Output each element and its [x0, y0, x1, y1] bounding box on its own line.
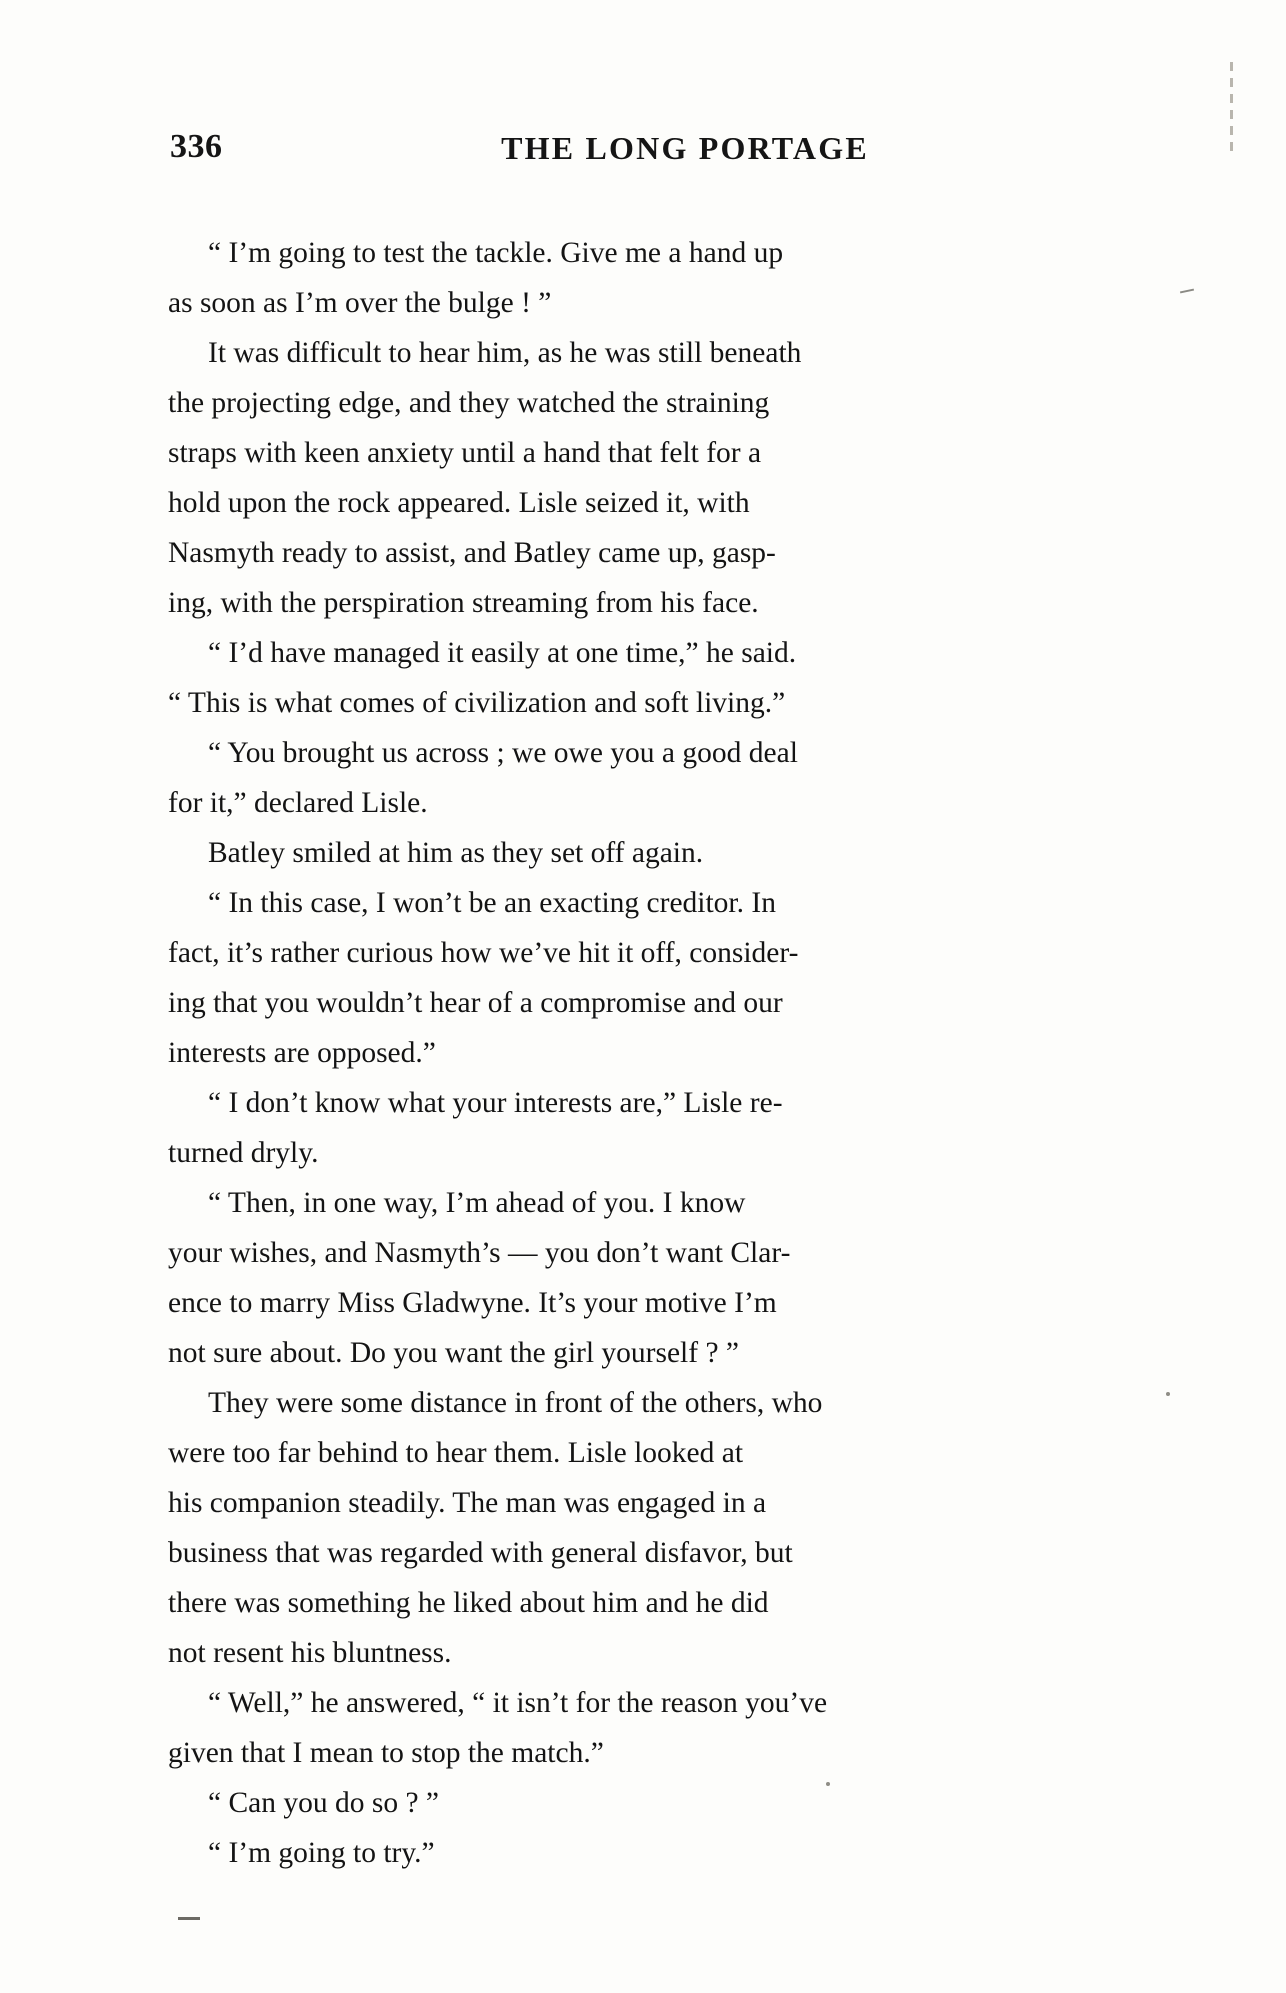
page-speck [826, 1782, 830, 1786]
paragraph [168, 728, 1116, 828]
text-line: “ I’d have managed it easily at one time,” he said. [208, 637, 797, 669]
paragraph [168, 828, 1116, 878]
paragraph [168, 1178, 1116, 1378]
text-line: turned dryly. [168, 1137, 319, 1169]
text-line: Batley smiled at him as they set off again. [208, 837, 704, 869]
text-line: straps with keen anxiety until a hand that felt for a [168, 437, 762, 469]
paragraph [168, 628, 1116, 728]
margin-marks [1230, 62, 1240, 182]
paragraph [168, 878, 1116, 1078]
text-line: were too far behind to hear them. Lisle looked at [168, 1437, 744, 1469]
text-line: ing that you wouldn’t hear of a compromise and our [168, 987, 783, 1019]
paragraph [168, 228, 1116, 328]
page-body [168, 228, 1116, 1878]
text-line: hold upon the rock appeared. Lisle seized it, with [168, 487, 750, 519]
text-line: business that was regarded with general disfavor, but [168, 1537, 793, 1569]
running-title: THE LONG PORTAGE [501, 130, 869, 166]
text-line: for it,” declared Lisle. [168, 787, 428, 819]
page-header [170, 128, 1170, 172]
text-line: Nasmyth ready to assist, and Batley came up, gasp- [168, 537, 776, 569]
text-line: “ This is what comes of civilization and soft living.” [168, 687, 786, 719]
text-line: ence to marry Miss Gladwyne. It’s your motive I’m [168, 1287, 777, 1319]
text-line: “ In this case, I won’t be an exacting creditor. In [208, 887, 776, 919]
paragraph [168, 1678, 1116, 1778]
text-line: It was difficult to hear him, as he was still beneath [208, 337, 802, 369]
paragraph [168, 1828, 1116, 1878]
paragraph [168, 328, 1116, 628]
text-line: “ Can you do so ? ” [208, 1787, 440, 1819]
paragraph [168, 1778, 1116, 1828]
text-line: “ I’m going to test the tackle. Give me a hand up [208, 237, 784, 269]
text-line: “ I’m going to try.” [208, 1837, 435, 1869]
text-line: They were some distance in front of the others, who [208, 1387, 823, 1419]
text-line: “ Well,” he answered, “ it isn’t for the reason you’ve [208, 1687, 828, 1719]
text-line: “ You brought us across ; we owe you a good deal [208, 737, 798, 769]
page-dash-mark [178, 1917, 200, 1920]
margin-speck [1180, 289, 1194, 294]
text-line: not resent his bluntness. [168, 1637, 452, 1669]
text-line: the projecting edge, and they watched the straining [168, 387, 770, 419]
text-line: fact, it’s rather curious how we’ve hit it off, consider- [168, 937, 799, 969]
text-line: interests are opposed.” [168, 1037, 436, 1069]
text-line: as soon as I’m over the bulge ! ” [168, 287, 552, 319]
paragraph [168, 1078, 1116, 1178]
page-speck [1166, 1392, 1170, 1396]
text-line: given that I mean to stop the match.” [168, 1737, 604, 1769]
text-line: “ I don’t know what your interests are,” Lisle re- [208, 1087, 783, 1119]
text-line: “ Then, in one way, I’m ahead of you. I know [208, 1187, 746, 1219]
text-line: there was something he liked about him and he did [168, 1587, 769, 1619]
page-number: 336 [170, 128, 223, 165]
paragraph [168, 1378, 1116, 1678]
text-line: not sure about. Do you want the girl yourself ? ” [168, 1337, 740, 1369]
text-line: ing, with the perspiration streaming from his face. [168, 587, 759, 619]
text-line: his companion steadily. The man was engaged in a [168, 1487, 767, 1519]
text-line: your wishes, and Nasmyth’s — you don’t want Clar- [168, 1237, 791, 1269]
